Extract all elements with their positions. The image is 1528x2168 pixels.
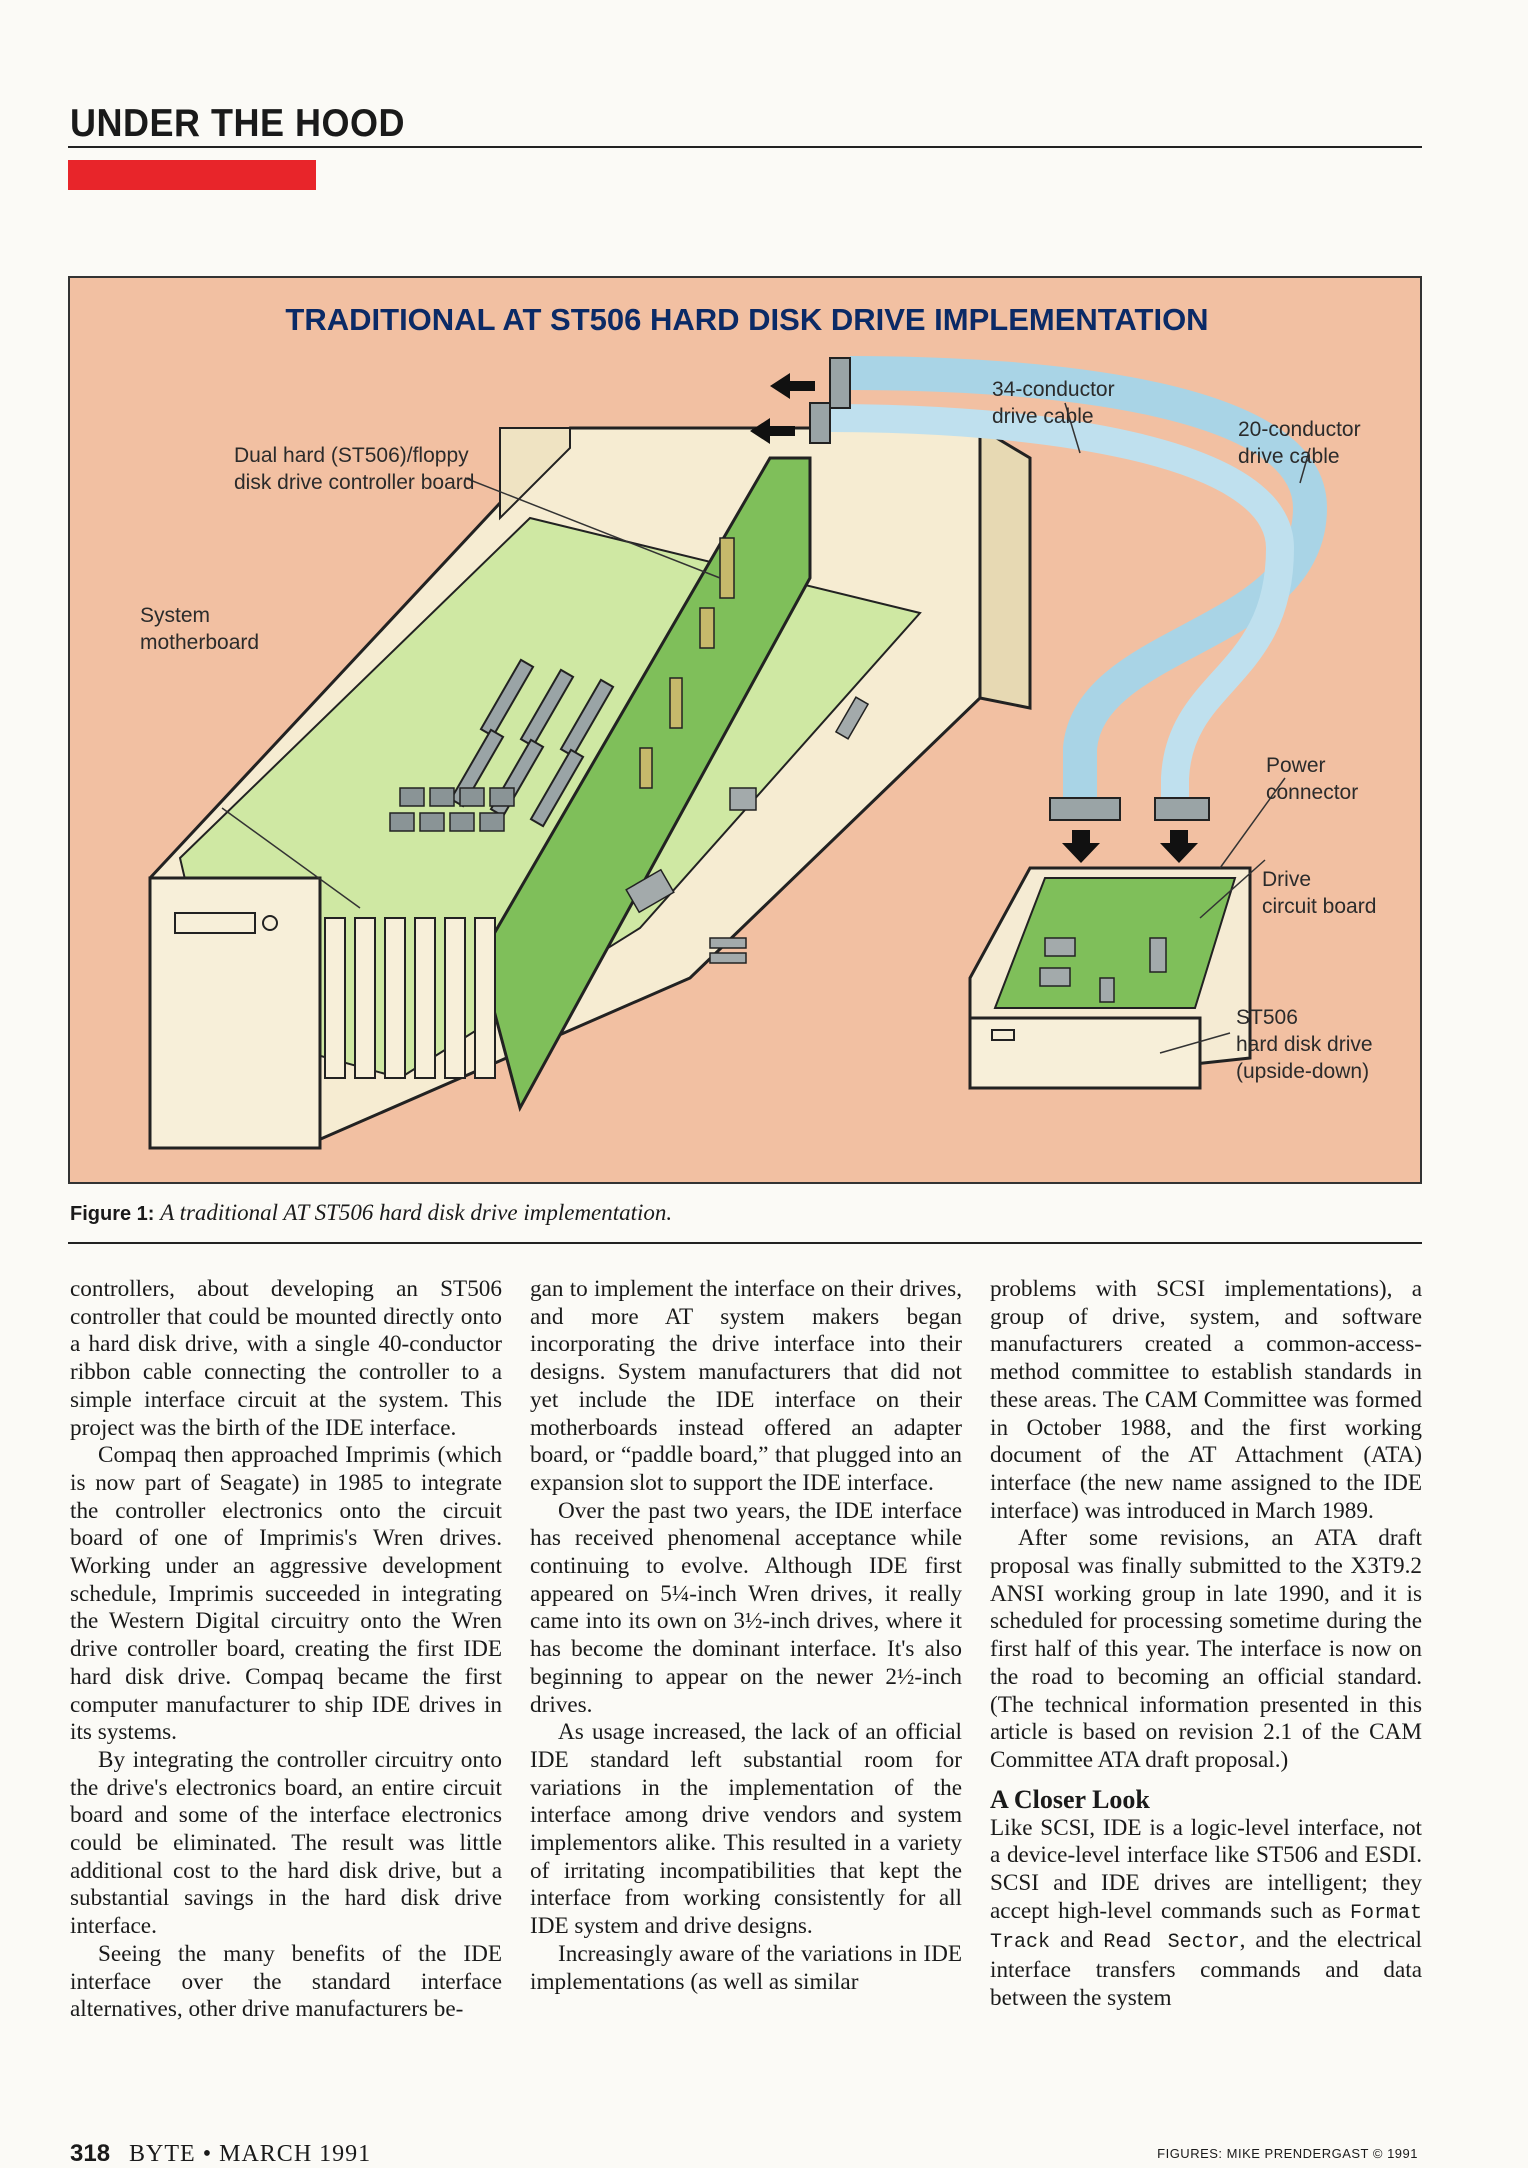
caption-label: Figure 1:	[70, 1203, 155, 1225]
drive-plug-34	[1050, 798, 1120, 820]
callout-line: hard disk drive	[1236, 1033, 1373, 1056]
callout-power-connector	[1266, 752, 1358, 806]
section-heading: A Closer Look	[990, 1784, 1150, 1814]
paragraph: Seeing the many benefits of the IDE interface over the standard interface alternatives, other drive manufacturers be-	[70, 1940, 502, 2023]
figure-credit: FIGURES: MIKE PRENDERGAST © 1991	[1157, 2146, 1418, 2161]
chassis-right-wall	[980, 428, 1030, 708]
caption-rule	[68, 1242, 1422, 1244]
section-label: UNDER THE HOOD	[70, 100, 406, 145]
page-footer	[70, 2140, 371, 2168]
drive-front	[970, 1018, 1200, 1088]
cable-34-plug	[830, 358, 850, 408]
down-arrow-20	[1160, 830, 1198, 863]
callout-line: Dual hard (ST506)/floppy	[234, 444, 469, 467]
article-column-2	[530, 1276, 962, 1996]
paragraph: Increasingly aware of the variations in IDE implementations (as well as similar	[530, 1940, 962, 1995]
command-name: Format Track	[990, 1901, 1422, 1955]
paragraph: After some revisions, an ATA draft proposal was finally submitted to the X3T9.2 ANSI working group in late 1990, and it is scheduled for processing sometime during the first half of this year. The interface is now on the road to becoming an official standard. (The technical information presented in this article is based on revision 2.1 of the CAM Committee ATA draft proposal.)	[990, 1525, 1422, 1773]
article-column-3	[990, 1276, 1422, 2013]
callout-line: 34-conductor	[992, 378, 1115, 401]
figure-illustration	[68, 276, 1422, 1184]
callout-controller-board	[234, 442, 474, 496]
callout-line: circuit board	[1262, 895, 1377, 918]
callout-line: disk drive controller board	[234, 471, 475, 494]
page-number: 318	[70, 2140, 111, 2167]
callout-system-motherboard	[140, 602, 259, 656]
callout-line: Power	[1266, 754, 1326, 777]
callout-line: drive cable	[1238, 445, 1340, 468]
down-arrow-34	[1062, 830, 1100, 863]
paragraph: controllers, about developing an ST506 controller that could be mounted directly onto a hard disk drive, with a single 40-conductor ribbon cable connecting the controller to a simple interface circuit at the system. This project was the birth of the IDE interface.	[70, 1276, 502, 1441]
callout-line: 20-conductor	[1238, 418, 1361, 441]
callout-20-conductor-cable	[1238, 416, 1361, 470]
caption-text: A traditional AT ST506 hard disk drive implementation.	[160, 1200, 673, 1225]
paragraph	[990, 1815, 1422, 2013]
drive-diagram	[70, 278, 1422, 1184]
paragraph: As usage increased, the lack of an official IDE standard left substantial room for variations in the implementation of the interface among drive vendors and system implementors alike. This resulted in a variety of irritating incompatibilities that kept the interface from working consistently for all IDE system and drive designs.	[530, 1719, 962, 1940]
callout-line: motherboard	[140, 631, 260, 654]
callout-34-conductor-cable	[992, 376, 1115, 430]
header-rule	[68, 146, 1422, 148]
callout-st506-drive	[1236, 1004, 1373, 1085]
callout-line: System	[140, 604, 211, 627]
footer-separator: •	[202, 2141, 213, 2167]
callout-drive-circuit-board	[1262, 866, 1376, 920]
text-run: Like SCSI, IDE is a logic-level interface, not a device-level interface like ST506 and ESDI. SCSI and IDE drives are intelligent; they accept high-level commands such as	[990, 1814, 1422, 1924]
magazine-name: BYTE	[129, 2141, 196, 2167]
callout-line: Drive	[1262, 868, 1312, 891]
callout-line: connector	[1266, 781, 1359, 804]
article-column-1	[70, 1276, 502, 2024]
paragraph: By integrating the controller circuitry onto the drive's electronics board, an entire circuit board and some of the interface electronics could be eliminated. The result was little additional cost to the hard disk drive, but a substantial savings in the hard disk drive interface.	[70, 1746, 502, 1940]
cable-20-plug	[810, 403, 830, 443]
paragraph: Over the past two years, the IDE interface has received phenomenal acceptance while continuing to evolve. Although IDE first appeared on 5¼-inch Wren drives, it really came into its own on 3½-inch drives, where it has become the dominant interface. It's also beginning to appear on the newer 2½-inch drives.	[530, 1497, 962, 1718]
callout-line: (upside-down)	[1236, 1060, 1370, 1083]
paragraph: Compaq then approached Imprimis (which is now part of Seagate) in 1985 to integrate the controller electronics onto the circuit board of one of Imprimis's Wren drives. Working under an aggressive development schedule, Imprimis succeeded in integrating the Western Digital circuitry onto the Wren drive controller board, creating the first IDE hard disk drive. Compaq became the first computer manufacturer to ship IDE drives in its systems.	[70, 1442, 502, 1746]
figure-caption	[70, 1200, 672, 1226]
insert-arrow-top	[770, 373, 815, 399]
paragraph: problems with SCSI implementations), a group of drive, system, and software manufacturers created a common-access-method committee to establish standards in these areas. The CAM Committee was formed in October 1988, and the first working document of the AT Attachment (ATA) interface (the new name assigned to the IDE interface) was introduced in March 1989.	[990, 1276, 1422, 1524]
figure-title: TRADITIONAL AT ST506 HARD DISK DRIVE IMPLEMENTATION	[285, 302, 1209, 337]
issue-date: MARCH 1991	[219, 2141, 372, 2167]
callout-line: drive cable	[992, 405, 1094, 428]
callout-line: ST506	[1236, 1006, 1298, 1029]
drive-plug-20	[1155, 798, 1209, 820]
text-run: and	[1050, 1927, 1104, 1954]
command-name: Read Sector	[1103, 1931, 1240, 1955]
accent-bar	[68, 160, 316, 190]
paragraph: gan to implement the interface on their drives, and more AT system makers began incorporating the drive interface into their designs. System manufacturers that did not yet include the IDE interface on their motherboards instead offered an adapter board, or “paddle board,” that plugged into an expansion slot to support the IDE interface.	[530, 1276, 962, 1496]
text-run: , and the electrical interface transfers commands and data between the system	[990, 1927, 1422, 2011]
